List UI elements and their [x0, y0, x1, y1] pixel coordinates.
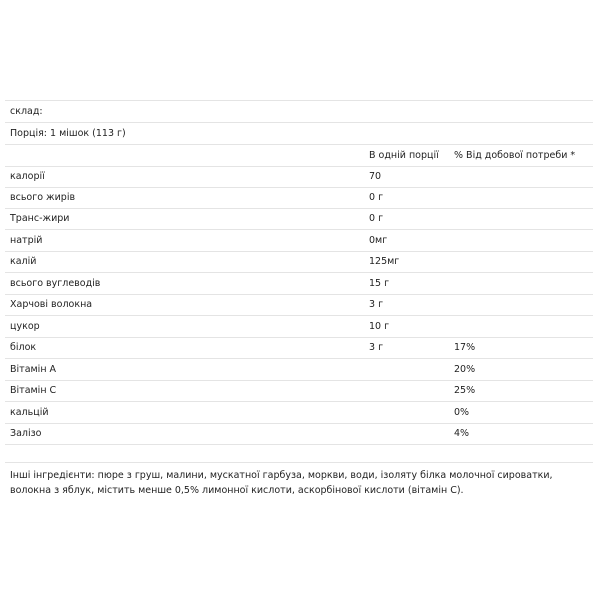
composition-label: склад: — [10, 106, 43, 117]
daily-value-header: % Від добової потреби * — [454, 150, 576, 161]
table-row — [5, 167, 593, 188]
divider — [5, 462, 593, 463]
table-row — [5, 230, 593, 252]
nutrient-name: натрій — [10, 235, 43, 246]
nutrient-amount: 0 г — [369, 192, 384, 203]
nutrient-name: Вітамін А — [10, 364, 57, 375]
header-row — [5, 145, 593, 167]
nutrient-amount: 0 г — [369, 213, 384, 224]
serving-label: Порція: 1 мішок (113 г) — [10, 128, 126, 139]
nutrient-amount: 0мг — [369, 235, 388, 246]
table-row — [5, 252, 593, 273]
nutrient-name: Вітамін С — [10, 385, 57, 396]
nutrient-daily-value: 25% — [454, 385, 476, 396]
table-row — [5, 338, 593, 359]
nutrient-name: Транс-жири — [10, 213, 70, 224]
nutrient-amount: 3 г — [369, 342, 384, 353]
per-serving-header: В одній порції — [369, 150, 439, 161]
serving-row — [5, 123, 593, 145]
table-row — [5, 188, 593, 209]
nutrient-daily-value: 0% — [454, 407, 470, 418]
nutrient-amount: 125мг — [369, 256, 400, 267]
nutrient-amount: 3 г — [369, 299, 384, 310]
nutrient-daily-value: 20% — [454, 364, 476, 375]
nutrient-daily-value: 4% — [454, 428, 470, 439]
table-row — [5, 402, 593, 424]
nutrient-name: всього жирів — [10, 192, 76, 203]
table-row — [5, 359, 593, 381]
table-row — [5, 316, 593, 338]
nutrient-name: цукор — [10, 321, 40, 332]
nutrient-name: Харчові волокна — [10, 299, 93, 310]
table-row — [5, 273, 593, 295]
table-row — [5, 424, 593, 445]
nutrient-name: калорії — [10, 171, 45, 182]
composition-row — [5, 101, 593, 123]
table-row — [5, 209, 593, 230]
table-row — [5, 295, 593, 316]
nutrient-name: Залізо — [10, 428, 42, 439]
nutrient-amount: 10 г — [369, 321, 390, 332]
nutrient-daily-value: 17% — [454, 342, 476, 353]
ingredients-text: Інші інгредієнти: пюре з груш, малини, мускатної гарбуза, моркви, води, ізоляту білка молочної сироватки, волокна з яблук, містить менше 0,5% лимонної кислоти, аскорбінової кислоти (вітамін С). — [10, 470, 553, 496]
nutrient-name: білок — [10, 342, 37, 353]
nutrient-name: всього вуглеводів — [10, 278, 101, 289]
nutrient-name: кальцій — [10, 407, 49, 418]
nutrient-amount: 15 г — [369, 278, 390, 289]
nutrient-name: калій — [10, 256, 37, 267]
table-row — [5, 381, 593, 402]
nutrition-table — [5, 100, 593, 445]
nutrient-amount: 70 — [369, 171, 382, 182]
